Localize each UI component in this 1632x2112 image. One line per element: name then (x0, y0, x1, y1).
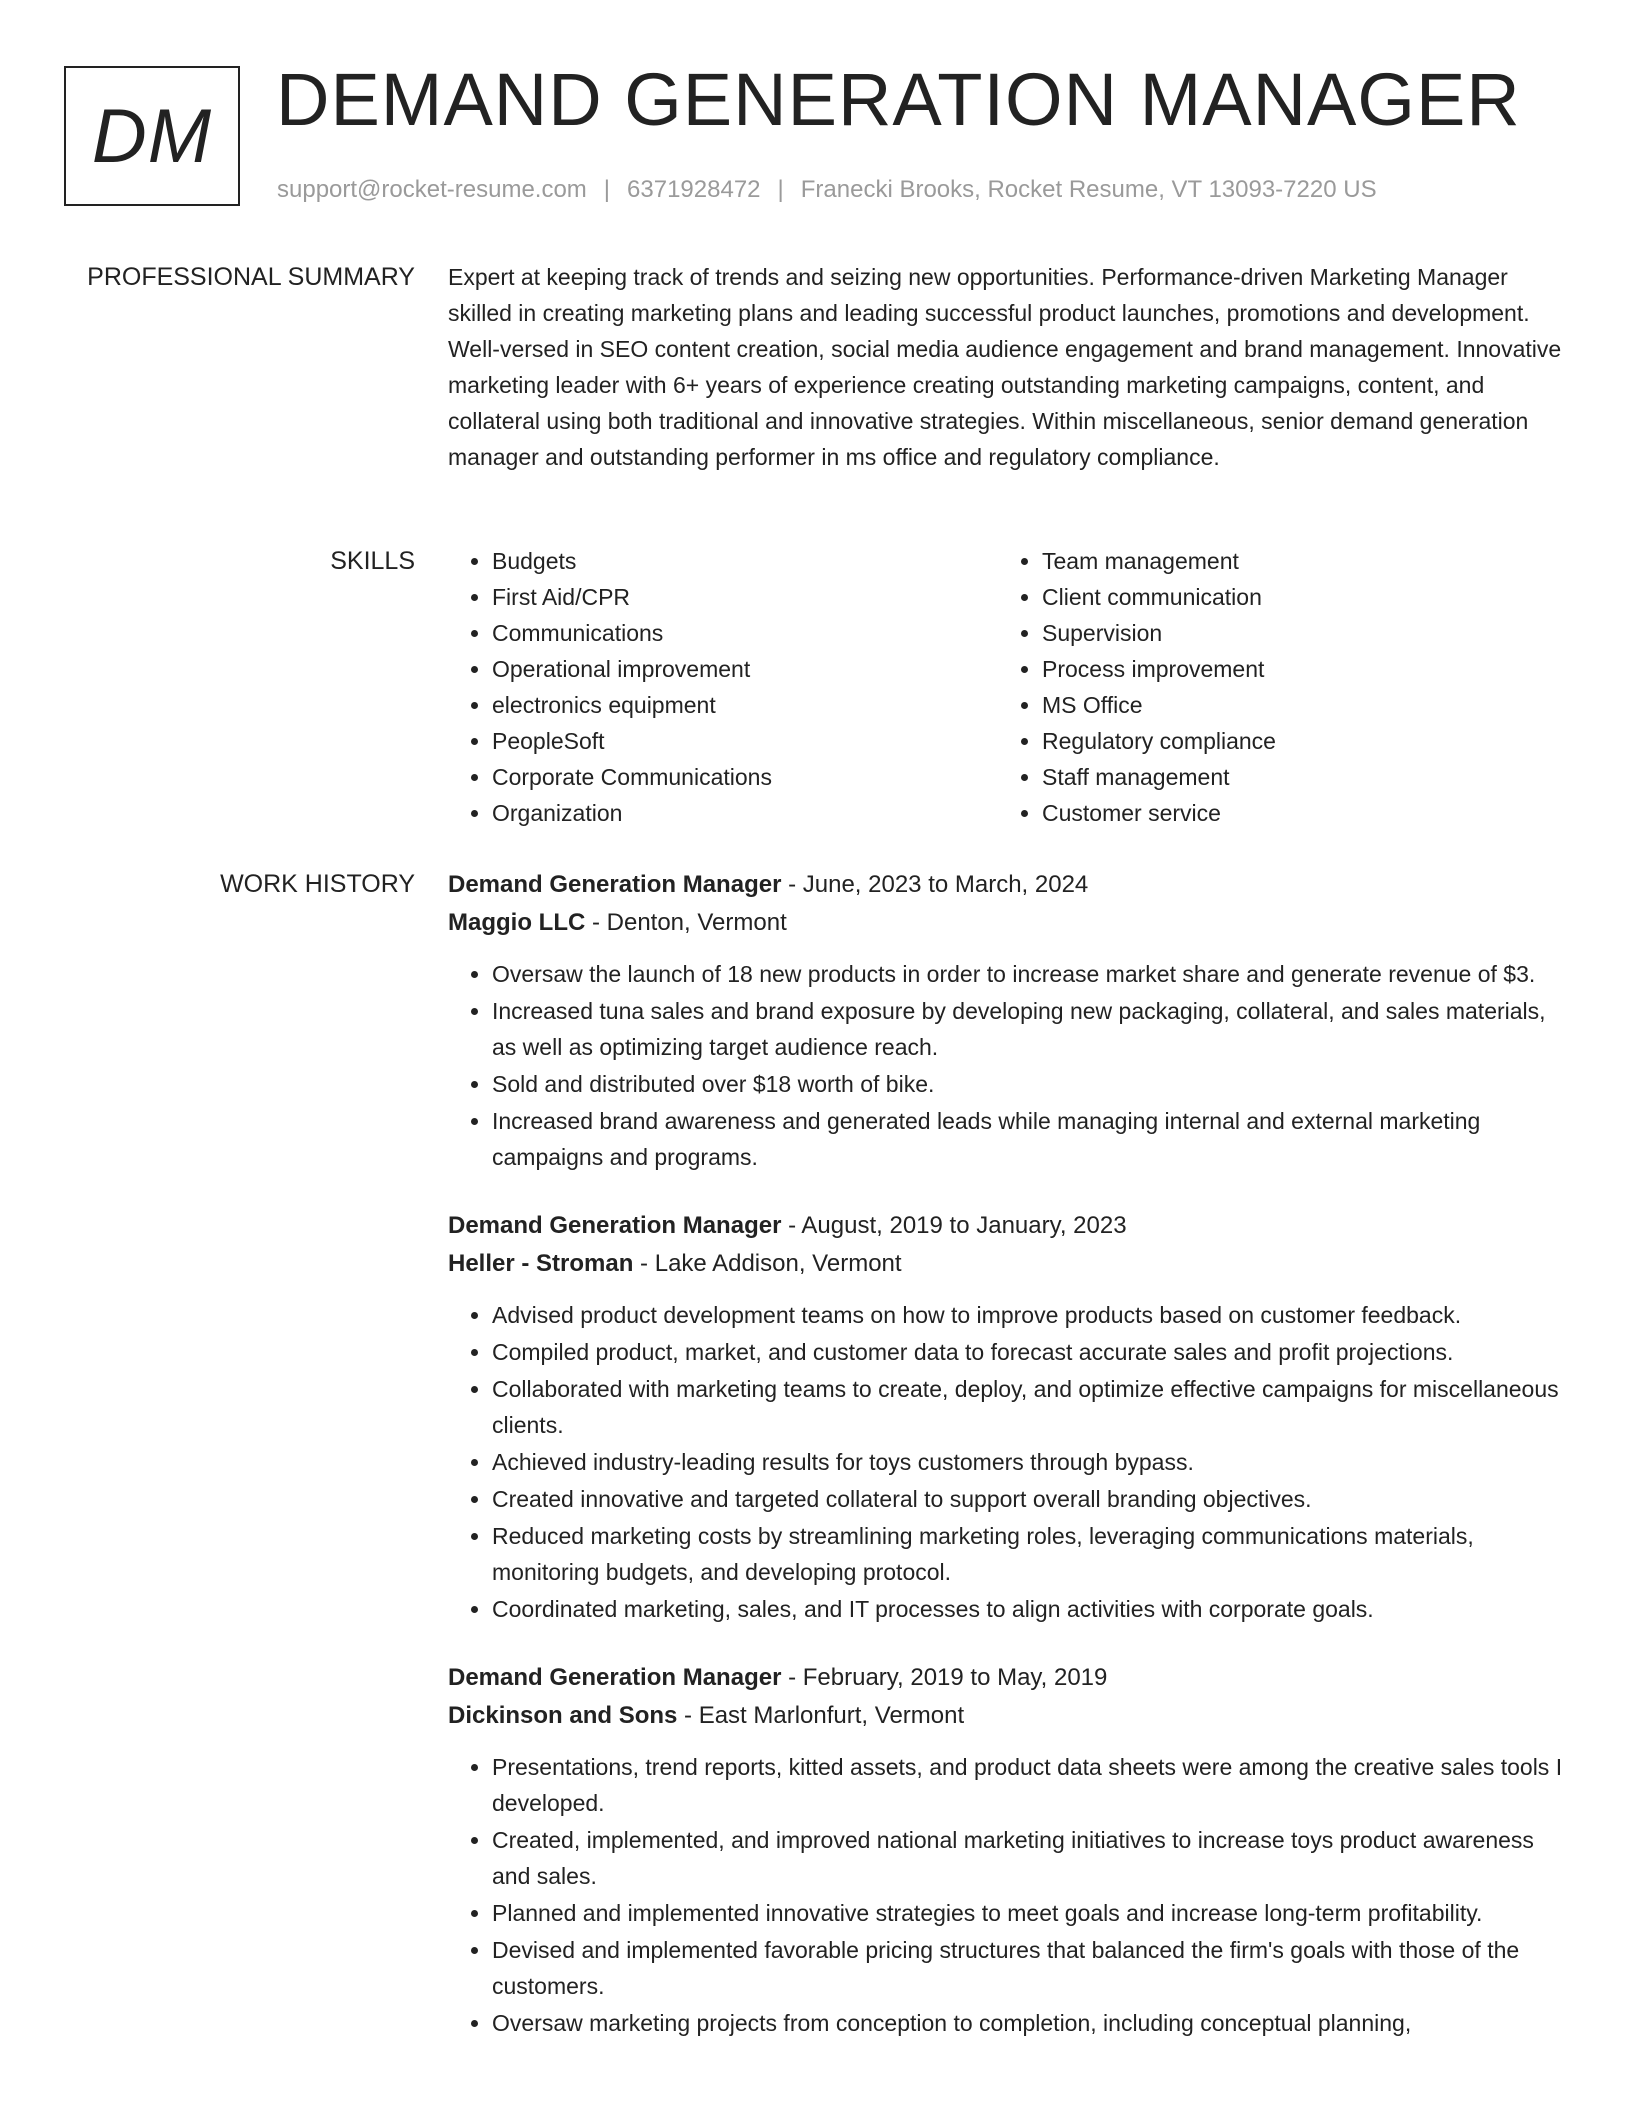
skill-item: • Budgets (492, 543, 998, 579)
job-bullet-list (448, 956, 1566, 1175)
job-bullet: • Presentations, trend reports, kitted assets, and product data sheets were among the creative sales tools I developed. (492, 1749, 1566, 1821)
job-bullet: • Sold and distributed over $18 worth of bike. (492, 1066, 1566, 1102)
skill-item: • Client communication (1042, 579, 1548, 615)
contact-address: Franecki Brooks, Rocket Resume, VT 13093-7220 US (800, 176, 1377, 203)
job-title-line (448, 1659, 1566, 1697)
skill-item: • electronics equipment (492, 687, 998, 723)
job-bullet: • Oversaw marketing projects from conception to completion, including conceptual planning, (492, 2005, 1566, 2041)
skill-item: • Communications (492, 615, 998, 651)
contact-phone: 6371928472 (627, 176, 761, 203)
job-bullet: • Achieved industry-leading results for toys customers through bypass. (492, 1444, 1566, 1480)
skill-item: • Staff management (1042, 759, 1548, 795)
skill-item: • Process improvement (1042, 651, 1548, 687)
skills-heading: SKILLS (330, 547, 415, 575)
skill-item: • Operational improvement (492, 651, 998, 687)
skill-item: • PeopleSoft (492, 723, 998, 759)
page-title: DEMAND GENERATION MANAGER (276, 58, 1521, 141)
summary-body (448, 259, 1566, 475)
skill-item: • Supervision (1042, 615, 1548, 651)
skill-item: • Organization (492, 795, 998, 831)
job-bullet: • Increased brand awareness and generated leads while managing internal and external marketing campaigns and programs. (492, 1103, 1566, 1175)
job-company-line (448, 1697, 1566, 1735)
job-bullet: • Compiled product, market, and customer data to forecast accurate sales and profit projections. (492, 1334, 1566, 1370)
job-location: - East Marlonfurt, Vermont (677, 1702, 965, 1729)
skill-item: • Regulatory compliance (1042, 723, 1548, 759)
job-bullet: • Collaborated with marketing teams to create, deploy, and optimize effective campaigns for miscellaneous clients. (492, 1371, 1566, 1443)
job-bullet: • Increased tuna sales and brand exposure by developing new packaging, collateral, and sales materials, as well as optimizing target audience reach. (492, 993, 1566, 1065)
job-location: - Denton, Vermont (585, 909, 787, 936)
contact-separator: | (603, 176, 611, 203)
job-dates: - February, 2019 to May, 2019 (781, 1664, 1108, 1691)
skill-item: • First Aid/CPR (492, 579, 998, 615)
job-company-line (448, 1245, 1566, 1283)
skill-item: • Customer service (1042, 795, 1548, 831)
job-bullet: • Created innovative and targeted collateral to support overall branding objectives. (492, 1481, 1566, 1517)
skill-item: • MS Office (1042, 687, 1548, 723)
job-title-line (448, 866, 1566, 904)
job-bullet: • Created, implemented, and improved national marketing initiatives to increase toys product awareness and sales. (492, 1822, 1566, 1894)
job-company-line (448, 904, 1566, 942)
job-bullet: • Advised product development teams on how to improve products based on customer feedback. (492, 1297, 1566, 1333)
job-bullet: • Devised and implemented favorable pricing structures that balanced the firm's goals with those of the customers. (492, 1932, 1566, 2004)
skills-list-left (448, 543, 998, 831)
job-bullet: • Planned and implemented innovative strategies to meet goals and increase long-term profitability. (492, 1895, 1566, 1931)
job-bullet-list (448, 1297, 1566, 1627)
contact-line (277, 174, 1377, 206)
job-bullet: • Coordinated marketing, sales, and IT processes to align activities with corporate goals. (492, 1591, 1566, 1627)
skill-item: • Team management (1042, 543, 1548, 579)
job-entry (448, 1659, 1566, 2041)
job-bullet-list (448, 1749, 1566, 2041)
contact-separator: | (777, 176, 784, 203)
job-title: Demand Generation Manager (448, 871, 782, 898)
contact-email: support@rocket-resume.com (277, 176, 587, 203)
job-company: Heller - Stroman (448, 1250, 634, 1277)
job-dates: - June, 2023 to March, 2024 (781, 871, 1089, 898)
job-title: Demand Generation Manager (448, 1212, 782, 1239)
summary-text: Expert at keeping track of trends and seizing new opportunities. Performance-driven Marketing Manager skilled in creating marketing plans and leading successful product launches, promotions and development. Well-versed in SEO content creation, social media audience engagement and brand management. Innovative marketing leader with 6+ years of experience creating outstanding marketing campaigns, content, and collateral using both traditional and innovative strategies. Within miscellaneous, senior demand generation manager and outstanding performer in ms office and regulatory compliance. (448, 264, 1562, 470)
job-title: Demand Generation Manager (448, 1664, 782, 1691)
job-entry (448, 866, 1566, 1175)
work-history-body (448, 866, 1566, 2073)
job-company: Maggio LLC (448, 909, 586, 936)
job-title-line (448, 1207, 1566, 1245)
skills-body (448, 543, 1566, 831)
job-bullet: • Reduced marketing costs by streamlining marketing roles, leveraging communications materials, monitoring budgets, and developing protocol. (492, 1518, 1566, 1590)
job-company: Dickinson and Sons (448, 1702, 678, 1729)
job-dates: - August, 2019 to January, 2023 (781, 1212, 1127, 1239)
skills-list-right (998, 543, 1548, 831)
monogram-logo: DM (64, 66, 240, 206)
job-bullet: • Oversaw the launch of 18 new products in order to increase market share and generate revenue of $3. (492, 956, 1566, 992)
work-history-heading: WORK HISTORY (220, 870, 415, 898)
summary-heading: PROFESSIONAL SUMMARY (87, 263, 415, 291)
skill-item: • Corporate Communications (492, 759, 998, 795)
job-entry (448, 1207, 1566, 1627)
job-location: - Lake Addison, Vermont (633, 1250, 902, 1277)
